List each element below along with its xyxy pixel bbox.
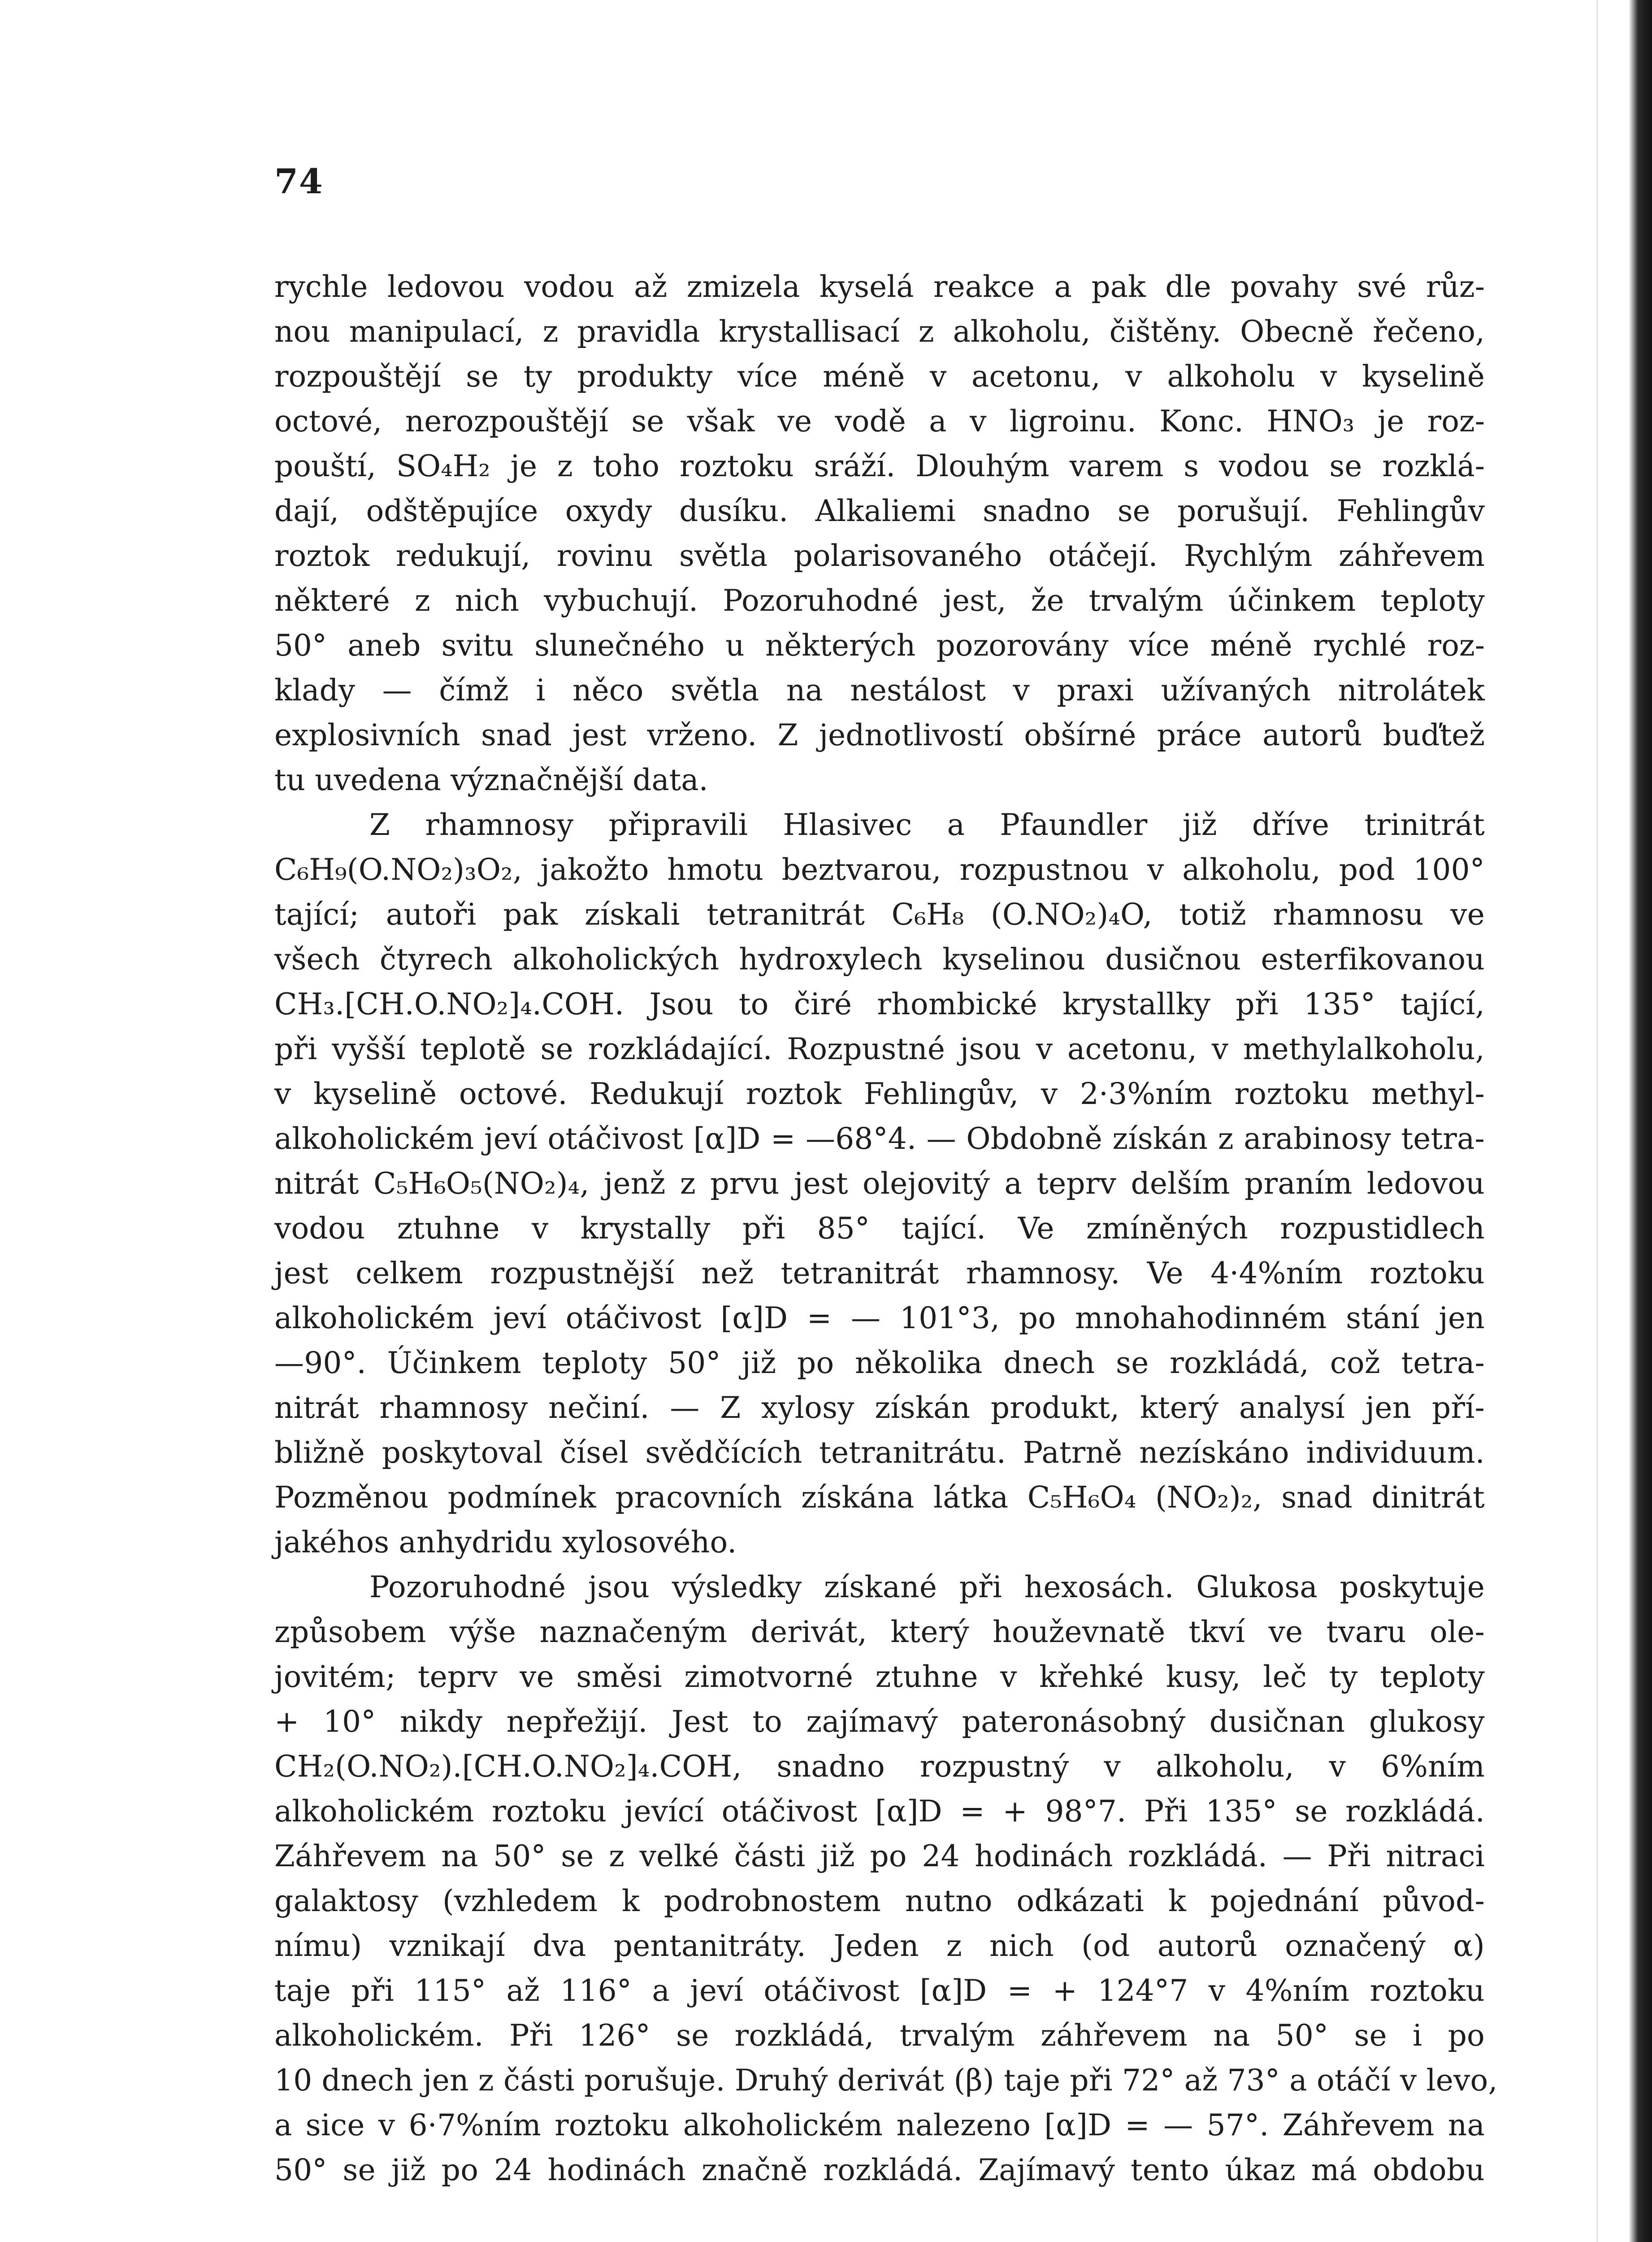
text-line: všech čtyrech alkoholických hydroxylech kyselinou dusičnou esterfikovanou xyxy=(274,942,1485,977)
text-line: Z rhamnosy připravili Hlasivec a Pfaundler již dříve trinitrát xyxy=(369,808,1485,842)
text-line: Pozoruhodné jsou výsledky získané při hexosách. Glukosa poskytuje xyxy=(369,1570,1485,1604)
text-line: nou manipulací, z pravidla krystallisací z alkoholu, čištěny. Obecně řečeno, xyxy=(274,314,1485,349)
text-line: rozpouštějí se ty produkty více méně v acetonu, v alkoholu v kyselině xyxy=(274,359,1485,394)
text-line: pouští, SO₄H₂ je z toho roztoku sráží. Dlouhým varem s vodou se rozklá- xyxy=(274,449,1485,483)
text-line: explosivních snad jest vrženo. Z jednotlivostí obšírné práce autorů buďtež xyxy=(274,718,1485,752)
text-line: některé z nich vybuchují. Pozoruhodné jest, že trvalým účinkem teploty xyxy=(274,583,1485,618)
text-line: jest celkem rozpustnější než tetranitrát rhamnosy. Ve 4·4%ním roztoku xyxy=(274,1256,1485,1290)
text-line: taje při 115° až 116° a jeví otáčivost [α]D = + 124°7 v 4%ním roztoku xyxy=(274,1973,1485,2008)
text-line: způsobem výše naznačeným derivát, který houževnatě tkví ve tvaru ole- xyxy=(274,1615,1485,1649)
text-line: 10 dnech jen z části porušuje. Druhý derivát (β) taje při 72° až 73° a otáčí v levo, xyxy=(274,2063,1498,2098)
page-number: 74 xyxy=(274,161,324,201)
text-line: CH₂(O.NO₂).[CH.O.NO₂]₄.COH, snadno rozpustný v alkoholu, v 6%ním xyxy=(274,1749,1485,1784)
text-line: C₆H₉(O.NO₂)₃O₂, jakožto hmotu beztvarou, rozpustnou v alkoholu, pod 100° xyxy=(274,852,1485,887)
page-edge-shadow xyxy=(1596,0,1598,2242)
text-line: bližně poskytoval čísel svědčících tetranitrátu. Patrně nezískáno individuum. xyxy=(274,1435,1485,1470)
text-line: Záhřevem na 50° se z velké části již po 24 hodinách rozkládá. — Při nitraci xyxy=(274,1839,1485,1873)
text-line: rychle ledovou vodou až zmizela kyselá reakce a pak dle povahy své růz- xyxy=(274,269,1485,304)
text-line: roztok redukují, rovinu světla polarisovaného otáčejí. Rychlým záhřevem xyxy=(274,539,1485,573)
body-text xyxy=(274,265,1498,2193)
text-line: dají, odštěpujíce oxydy dusíku. Alkaliemi snadno se porušují. Fehlingův xyxy=(274,494,1485,528)
text-line: a sice v 6·7%ním roztoku alkoholickém nalezeno [α]D = — 57°. Záhřevem na xyxy=(274,2108,1485,2142)
text-line: nímu) vznikají dva pentanitráty. Jeden z nich (od autorů označený α) xyxy=(274,1929,1485,1963)
text-line: při vyšší teplotě se rozkládající. Rozpustné jsou v acetonu, v methylalkoholu, xyxy=(274,1032,1485,1066)
text-line: nitrát C₅H₆O₅(NO₂)₄, jenž z prvu jest olejovitý a teprv delším praním ledovou xyxy=(274,1166,1485,1201)
text-line: jovitém; teprv ve směsi zimotvorné ztuhne v křehké kusy, leč ty teploty xyxy=(274,1660,1485,1694)
text-line: v kyselině octové. Redukují roztok Fehlingův, v 2·3%ním roztoku methyl- xyxy=(274,1077,1485,1111)
text-line: alkoholickém. Při 126° se rozkládá, trvalým záhřevem na 50° se i po xyxy=(274,2018,1485,2053)
text-line: tu uvedena význačnější data. xyxy=(274,763,708,797)
text-line: klady — čímž i něco světla na nestálost v praxi užívaných nitrolátek xyxy=(274,673,1485,708)
text-line: alkoholickém jeví otáčivost [α]D = — 101°3, po mnohahodinném stání jen xyxy=(274,1301,1485,1335)
text-line: vodou ztuhne v krystally při 85° tající. Ve zmíněných rozpustidlech xyxy=(274,1211,1485,1246)
text-line: galaktosy (vzhledem k podrobnostem nutno odkázati k pojednání původ- xyxy=(274,1884,1485,1918)
text-line: nitrát rhamnosy nečiní. — Z xylosy získán produkt, který analysí jen pří- xyxy=(274,1390,1485,1425)
text-line: jakéhos anhydridu xylosového. xyxy=(274,1525,737,1560)
scan-page-edge xyxy=(1629,0,1652,2242)
text-line: —90°. Účinkem teploty 50° již po několika dnech se rozkládá, což tetra- xyxy=(274,1346,1485,1380)
text-line: alkoholickém roztoku jevící otáčivost [α]D = + 98°7. Při 135° se rozkládá. xyxy=(274,1794,1485,1829)
text-line: octové, nerozpouštějí se však ve vodě a v ligroinu. Konc. HNO₃ je roz- xyxy=(274,404,1485,439)
text-line: 50° aneb svitu slunečného u některých pozorovány více méně rychlé roz- xyxy=(274,628,1485,663)
text-line: + 10° nikdy nepřežijí. Jest to zajímavý pateronásobný dusičnan glukosy xyxy=(274,1704,1485,1739)
text-line: alkoholickém jeví otáčivost [α]D = —68°4. — Obdobně získán z arabinosy tetra- xyxy=(274,1121,1485,1156)
text-line: 50° se již po 24 hodinách značně rozkládá. Zajímavý tento úkaz má obdobu xyxy=(274,2153,1485,2187)
text-line: tající; autoři pak získali tetranitrát C₆H₈ (O.NO₂)₄O, totiž rhamnosu ve xyxy=(274,897,1485,932)
text-line: CH₃.[CH.O.NO₂]₄.COH. Jsou to čiré rhombické krystallky při 135° tající, xyxy=(274,987,1485,1021)
text-line: Pozměnou podmínek pracovních získána látka C₅H₆O₄ (NO₂)₂, snad dinitrát xyxy=(274,1480,1485,1515)
